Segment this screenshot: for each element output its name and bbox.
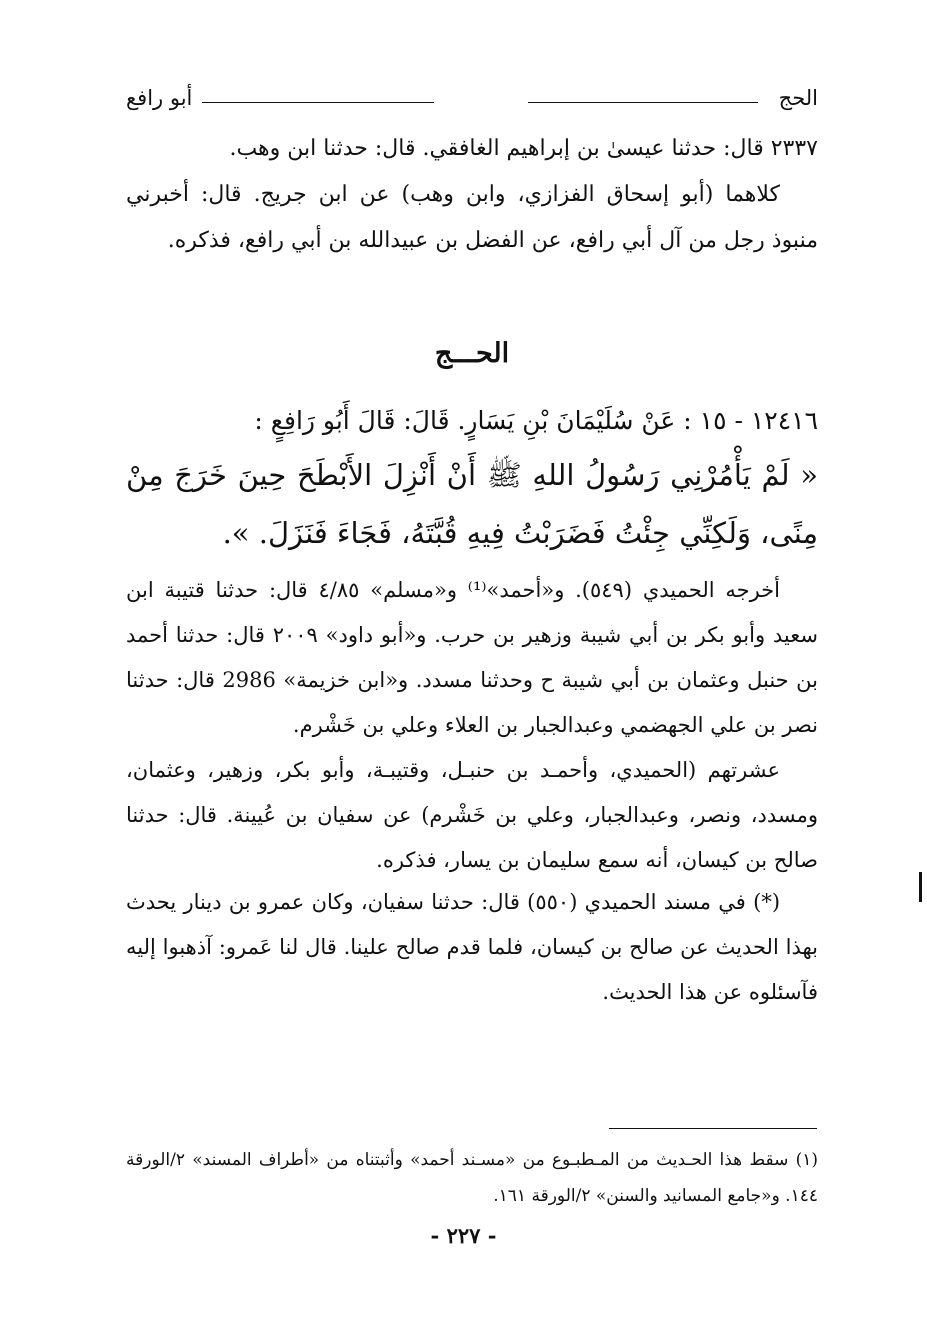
running-header-chapter: الحج: [778, 86, 818, 110]
humaydi-note: [126, 880, 818, 1015]
header-rule-right: [528, 102, 758, 103]
continuation-paragraph: [126, 126, 818, 264]
running-header: [126, 86, 818, 116]
section-title: الحـــج: [434, 338, 510, 369]
footnote-separator: [609, 1128, 817, 1129]
continuation-line-2: كلاهما (أبو إسحاق الفزازي، وابن وهب) عن ابن جريج. قال: أخبرني منبوذ رجل من آل أبي رافع، عن الفضل بن عبيدالله بن أبي رافع، فذكره.: [126, 182, 818, 253]
takhrij-block: [126, 568, 818, 883]
footnote: (١) سقط هذا الحـديث من المـطبـوع من «مسـند أحمد» وأثبتناه من «أطراف المسند» ٢/الورقة ١٤٤. و«جامع المسانيد والسنن» ٢/الورقة ١٦١.: [126, 1150, 818, 1206]
header-rule-left: [202, 102, 434, 103]
hadith-text: « لَمْ يَأْمُرْنِي رَسُولُ اللهِ ﷺ أَنْ أَنْزِلَ الأَبْطَحَ حِينَ خَرَجَ مِنْ مِنًى، وَلَكِنِّي جِئْتُ فَضَرَبْتُ فِيهِ قُبَّتَهُ، فَجَاءَ فَنَزَلَ. ».: [126, 458, 818, 550]
takhrij-paragraph-2: عشرتهم (الحميدي، وأحمـد بن حنبـل، وقتيبـة، وأبو بكر، وزهير، وعثمان، ومسدد، ونصر، وعبدالجبار، وعلي بن خَشْرم) عن سفيان بن عُيينة. قال: حدثنا صالح بن كيسان، أنه سمع سليمان بن يسار، فذكره.: [126, 758, 818, 872]
humaydi-note-text: (*) في مسند الحميدي (٥٥٠) قال: حدثنا سفيان، وكان عمرو بن دينار يحدث بهذا الحديث عن صالح بن كيسان، فلما قدم صالح علينا. قال لنا عَمرو: آذهبوا إليه فآسئلوه عن هذا الحديث.: [126, 890, 818, 1004]
continuation-line-1: ٢٣٣٧ قال: حدثنا عيسىٰ بن إبراهيم الغافقي. قال: حدثنا ابن وهب.: [229, 136, 818, 161]
hadith-reference: ١٢٤١٦ - ١٥ : عَنْ سُلَيْمَانَ بْنِ يَسَارٍ. قَالَ: قَالَ أَبُو رَافِعٍ :: [254, 406, 818, 435]
running-header-narrator: أبو رافع: [126, 86, 193, 110]
takhrij-paragraph-1: أخرجه الحميدي (٥٤٩). و«أحمد»⁽¹⁾ و«مسلم» ٤/٨٥ قال: حدثنا قتيبة ابن سعيد وأبو بكر بن أبي شيبة وزهير بن حرب. و«أبو داود» ٢٠٠٩ قال: حدثنا أحمد بن حنبل وعثمان بن أبي شيبة ح وحدثنا مسدد. و«ابن خزيمة» 2986 قال: حدثنا نصر بن علي الجهضمي وعبدالجبار بن العلاء وعلي بن خَشْرم.: [126, 578, 818, 737]
page-number: - ٢٢٧ -: [430, 1223, 497, 1248]
margin-mark: [919, 872, 922, 902]
